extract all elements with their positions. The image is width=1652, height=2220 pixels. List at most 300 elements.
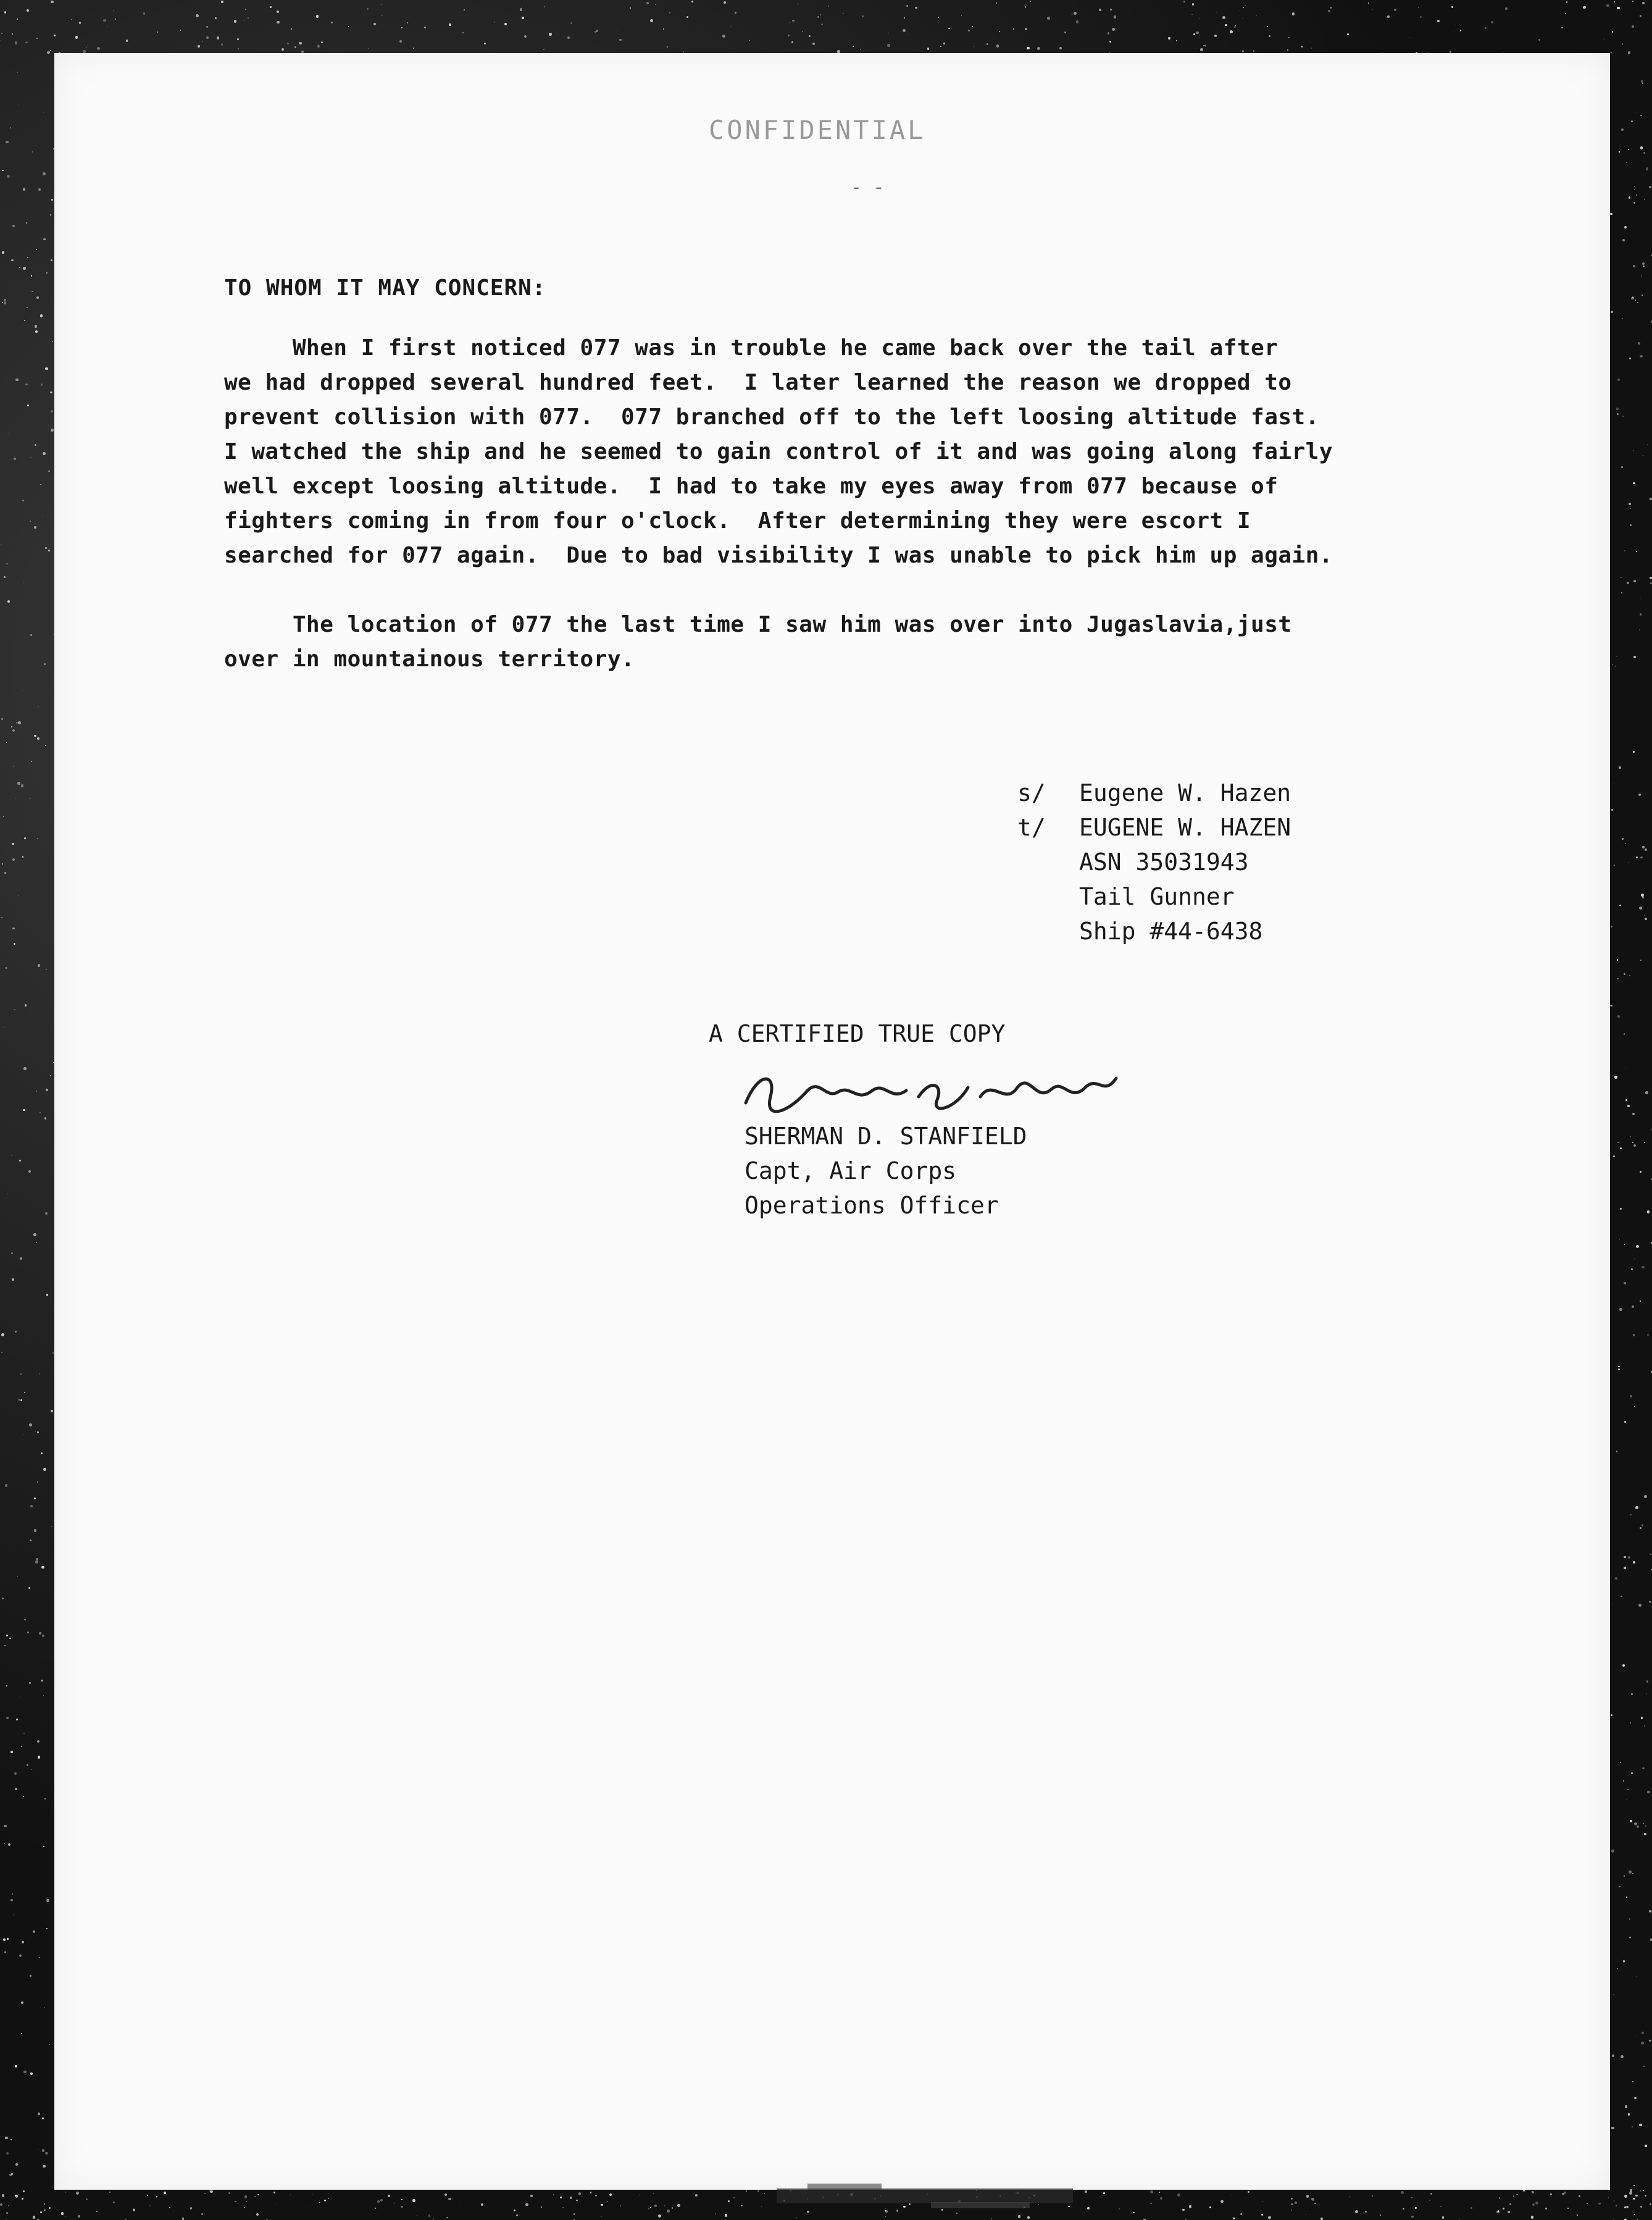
scan-speck [43, 238, 46, 241]
typed-prefix: t/ [1017, 814, 1046, 841]
scan-speck [196, 14, 199, 17]
scan-speck [248, 17, 249, 19]
scan-speck [47, 51, 49, 54]
scan-speck [1509, 2203, 1511, 2205]
scan-speck [1267, 26, 1268, 27]
scan-speck [51, 199, 54, 201]
scan-speck [1622, 838, 1624, 840]
scan-speck [12, 928, 14, 929]
scan-speck [1611, 926, 1612, 928]
scan-speck [757, 2190, 759, 2192]
scan-speck [1242, 50, 1244, 52]
scan-speck [1629, 196, 1631, 199]
scan-speck [31, 275, 33, 277]
scan-speck [44, 1117, 47, 1120]
scan-speck [1314, 2203, 1316, 2205]
scan-speck [448, 2198, 451, 2201]
scan-speck [1365, 2211, 1367, 2213]
scan-speck [1629, 2192, 1632, 2195]
scan-speck [273, 2192, 275, 2193]
paragraph-line: fighters coming in from four o'clock. After determining they were escort I [224, 508, 1251, 534]
scan-speck [1649, 1910, 1651, 1912]
scan-speck [1642, 275, 1643, 277]
scan-speck [15, 2163, 19, 2166]
scan-speck [672, 2207, 673, 2208]
scan-speck [1634, 2097, 1636, 2099]
scan-speck [522, 17, 524, 19]
scan-speck [1630, 508, 1631, 509]
scan-speck [1633, 202, 1635, 204]
scan-speck [35, 444, 36, 446]
scan-speck [654, 2205, 657, 2207]
document-page [54, 53, 1610, 2190]
scan-speck [1646, 167, 1648, 170]
scan-speck [1619, 905, 1621, 907]
scan-speck [1624, 1244, 1625, 1245]
scan-speck [730, 27, 732, 28]
scan-speck [34, 526, 36, 529]
scan-speck [1647, 1791, 1650, 1793]
scan-speck [1643, 2066, 1645, 2067]
scan-speck [206, 26, 208, 28]
scan-speck [1523, 2190, 1524, 2191]
scan-speck [46, 1089, 48, 1091]
scan-speck [1234, 26, 1236, 28]
scan-speck [1616, 1451, 1618, 1452]
scan-speck [40, 2211, 42, 2213]
scan-speck [1531, 2216, 1534, 2219]
scan-speck [1442, 2216, 1444, 2218]
scan-speck [51, 1410, 53, 1412]
scan-speck [1, 917, 2, 918]
scan-speck [1287, 49, 1289, 51]
scan-speck [15, 1331, 17, 1333]
scan-speck [1611, 2127, 1614, 2129]
scan-speck [1037, 47, 1040, 50]
scan-speck [14, 458, 16, 460]
scan-speck [1545, 2208, 1547, 2210]
scan-speck [228, 2192, 231, 2195]
scan-speck [3, 1028, 4, 1029]
scan-speck [664, 2205, 665, 2206]
scan-speck [1622, 416, 1624, 417]
scan-speck [860, 49, 861, 51]
scan-speck [14, 943, 15, 945]
scan-speck [4, 1645, 6, 1646]
scan-speck [1150, 2203, 1151, 2204]
scan-speck [567, 36, 570, 39]
scan-speck [1621, 2055, 1624, 2058]
scan-speck [1269, 35, 1270, 37]
scan-speck [1644, 199, 1645, 200]
scan-speck [1245, 5, 1246, 6]
scan-speck [1622, 239, 1625, 242]
scan-speck [735, 12, 736, 14]
scan-speck [1636, 551, 1637, 552]
scan-speck [7, 175, 10, 178]
scan-speck [28, 1170, 30, 1172]
scan-speck [609, 2193, 612, 2196]
scan-speck [1645, 1825, 1646, 1826]
scan-speck [6, 1635, 8, 1636]
scan-speck [1614, 2200, 1615, 2201]
scan-speck [1159, 2192, 1160, 2193]
scan-speck [41, 1452, 43, 1454]
scan-speck [1295, 2201, 1297, 2204]
scan-speck [1133, 2212, 1134, 2213]
scan-speck [1632, 1305, 1634, 1308]
scan-speck [103, 19, 106, 22]
scan-speck [1638, 794, 1641, 796]
scan-speck [1, 33, 2, 34]
scan-speck [1630, 1514, 1631, 1515]
scan-speck [1639, 629, 1640, 630]
scan-speck [388, 2195, 390, 2197]
scan-speck [25, 1004, 27, 1007]
scan-speck [97, 47, 100, 50]
scan-speck [1619, 1886, 1620, 1887]
scan-speck [1532, 2203, 1535, 2206]
scan-speck [1176, 40, 1177, 41]
scan-speck [1627, 1789, 1629, 1790]
scan-speck [401, 2206, 403, 2208]
scan-speck [20, 1373, 22, 1375]
scan-speck [42, 2149, 45, 2152]
scan-speck [30, 634, 32, 636]
scan-speck [1503, 2208, 1504, 2210]
scan-speck [37, 1431, 39, 1433]
scan-speck [45, 745, 46, 747]
scan-speck [1642, 2, 1645, 4]
scan-speck [578, 2192, 582, 2195]
scan-speck [1613, 1155, 1615, 1157]
certifying-officer [745, 1119, 1027, 1223]
scan-speck [1368, 2, 1369, 4]
scan-speck [1634, 1258, 1635, 1259]
scan-speck [1642, 1767, 1645, 1770]
scan-speck [1150, 2190, 1153, 2193]
scan-speck [796, 2217, 797, 2218]
scan-speck [1645, 848, 1647, 851]
scan-speck [44, 2210, 45, 2211]
scan-speck [1087, 2207, 1090, 2210]
scan-speck [927, 48, 929, 49]
scan-speck [601, 2204, 603, 2206]
scan-speck [46, 970, 47, 971]
scan-speck [6, 1717, 9, 1719]
scan-speck [746, 2190, 747, 2192]
scan-speck [1291, 2198, 1293, 2200]
scan-speck [1632, 25, 1634, 28]
scan-speck [1640, 857, 1643, 859]
scan-speck [31, 291, 33, 293]
scan-speck [788, 35, 790, 36]
scan-speck [23, 1067, 26, 1070]
scan-speck [317, 45, 320, 48]
scan-speck [570, 2197, 572, 2199]
scan-speck [21, 2033, 22, 2034]
scan-speck [906, 5, 909, 7]
scan-speck [1606, 4, 1609, 7]
scan-speck [1642, 1524, 1643, 1526]
scan-speck [1636, 195, 1637, 196]
scan-speck [1639, 907, 1642, 910]
scan-speck [1620, 1208, 1622, 1210]
scan-speck [1394, 9, 1396, 11]
scan-speck [1619, 1308, 1622, 1311]
scan-speck [83, 50, 86, 53]
scan-speck [11, 1252, 13, 1254]
scan-speck [1614, 1, 1615, 2]
scan-speck [1628, 862, 1629, 863]
scan-speck [1372, 9, 1373, 10]
scan-speck [1642, 896, 1644, 898]
scan-speck [43, 2165, 46, 2168]
scan-speck [78, 2215, 80, 2218]
scan-speck [5, 967, 7, 969]
scan-speck [49, 2044, 50, 2045]
scan-speck [221, 1, 223, 3]
scan-speck [1621, 1596, 1622, 1598]
scan-speck [1025, 6, 1026, 7]
scan-speck [412, 2199, 415, 2202]
scan-speck [541, 2206, 542, 2208]
scan-speck [1633, 1144, 1636, 1147]
scan-speck [1626, 2206, 1629, 2208]
scan-speck [446, 2217, 448, 2219]
scan-speck [1579, 2195, 1580, 2197]
scan-speck [30, 1539, 31, 1541]
scan-speck [16, 1719, 17, 1720]
scan-speck [1429, 2200, 1430, 2201]
scan-speck [464, 9, 465, 10]
scan-speck [695, 2194, 698, 2197]
scan-speck [26, 222, 27, 224]
scan-speck [22, 2198, 24, 2200]
scan-speck [246, 2201, 247, 2202]
scan-speck [968, 30, 970, 31]
scan-speck [562, 2207, 564, 2208]
scan-speck [812, 43, 815, 45]
scan-speck [630, 7, 631, 9]
scan-speck [113, 2201, 115, 2203]
scan-speck [1616, 656, 1617, 658]
scan-speck [444, 2193, 447, 2196]
scan-speck [31, 761, 32, 762]
scan-speck [1640, 960, 1642, 961]
scan-speck [38, 964, 40, 966]
scan-speck [221, 43, 223, 46]
scan-speck [328, 2198, 329, 2199]
scan-speck [173, 2211, 174, 2212]
scan-speck [4, 299, 6, 301]
scan-speck [20, 1399, 22, 1401]
scan-speck [1617, 1968, 1619, 1969]
scan-speck [1538, 39, 1541, 41]
scan-speck [53, 634, 54, 635]
scan-speck [1611, 52, 1612, 53]
scan-speck [1611, 1849, 1614, 1853]
scan-speck [1645, 1091, 1648, 1094]
scan-speck [1644, 1833, 1646, 1835]
scan-speck [1641, 894, 1644, 897]
scan-speck [1, 1333, 4, 1336]
scan-speck [109, 2192, 111, 2193]
scan-speck [126, 40, 128, 41]
scan-speck [1018, 2215, 1020, 2218]
scan-speck [25, 383, 28, 386]
scan-speck [1177, 2193, 1180, 2197]
scan-speck [904, 17, 905, 19]
scan-speck [27, 257, 29, 259]
signed-prefix: s/ [1017, 779, 1046, 806]
scan-speck [54, 35, 56, 36]
scan-speck [1099, 9, 1101, 11]
scan-speck [1617, 413, 1619, 415]
scan-speck [1640, 1171, 1642, 1173]
scan-speck [1627, 582, 1629, 584]
scan-speck [17, 19, 18, 20]
scan-speck [543, 49, 544, 50]
scan-speck [21, 1746, 22, 1747]
salutation: TO WHOM IT MAY CONCERN: [224, 275, 546, 301]
scan-speck [413, 48, 414, 49]
scan-speck [1617, 1015, 1620, 1018]
scan-speck [1621, 592, 1622, 593]
scan-speck [1632, 1142, 1633, 1143]
scan-speck [667, 46, 668, 48]
scan-speck [48, 471, 49, 472]
scan-speck [156, 2196, 157, 2198]
scan-speck [1628, 1556, 1630, 1559]
scan-speck [1349, 2196, 1350, 2197]
scan-speck [1629, 1918, 1631, 1920]
scan-speck [943, 43, 945, 44]
scan-speck [38, 2113, 40, 2115]
scan-speck [1372, 2195, 1373, 2197]
scan-speck [1513, 2195, 1514, 2197]
scan-speck [1253, 50, 1255, 52]
scan-speck [27, 404, 29, 406]
scan-speck [11, 1155, 12, 1156]
scan-speck [76, 2192, 79, 2195]
scan-speck [21, 784, 23, 787]
scan-speck [1634, 1406, 1635, 1407]
scan-speck [1649, 186, 1651, 188]
scan-speck [996, 44, 999, 48]
scan-speck [43, 1468, 46, 1471]
scan-speck [915, 7, 917, 9]
scan-speck [26, 41, 28, 43]
scan-speck [4, 872, 6, 874]
scan-speck [319, 2202, 320, 2203]
scan-speck [373, 23, 377, 26]
scan-speck [1411, 2216, 1414, 2218]
scan-speck [50, 1075, 51, 1076]
scan-speck [10, 127, 11, 128]
scan-speck [22, 1941, 24, 1943]
scan-speck [277, 21, 280, 24]
scan-speck [1420, 16, 1422, 18]
scan-speck [294, 46, 296, 48]
scan-speck [1635, 2195, 1638, 2197]
scan-speck [1627, 1105, 1630, 1107]
scan-speck [1638, 342, 1640, 345]
scan-speck [1649, 1601, 1650, 1602]
scan-speck [1630, 1395, 1632, 1397]
scan-speck [23, 2190, 25, 2192]
scan-speck [235, 2201, 236, 2203]
scan-speck [1630, 1722, 1631, 1724]
scan-speck [1616, 1076, 1617, 1077]
scan-speck [2, 2194, 5, 2197]
scan-speck [1640, 146, 1643, 149]
scan-speck [28, 1587, 30, 1589]
scan-speck [42, 1635, 44, 1637]
scan-speck [1222, 16, 1225, 19]
scan-speck [1610, 213, 1612, 216]
scan-speck [18, 721, 21, 724]
paragraph-line: we had dropped several hundred feet. I later learned the reason we dropped to [224, 370, 1292, 395]
scan-speck [481, 2203, 483, 2206]
scan-speck [1632, 1, 1633, 2]
scan-speck [560, 2197, 562, 2198]
signed-name: Eugene W. Hazen [1079, 779, 1291, 806]
scan-speck [29, 1423, 32, 1426]
scan-speck [1508, 2211, 1510, 2213]
scan-speck [1612, 31, 1614, 33]
scan-speck [650, 19, 653, 22]
scan-speck [1624, 550, 1625, 551]
scan-speck [1047, 17, 1050, 20]
scan-speck [1616, 2205, 1617, 2206]
scan-speck [728, 2200, 730, 2202]
scan-speck [1617, 978, 1619, 980]
scan-speck [35, 1560, 38, 1564]
scan-speck [940, 46, 941, 47]
scan-speck [1643, 152, 1645, 154]
scan-speck [367, 8, 369, 10]
scan-speck [1183, 1, 1185, 2]
scan-speck [44, 663, 46, 665]
scan-speck [1619, 766, 1621, 769]
scan-speck [401, 2199, 402, 2200]
scan-speck [663, 28, 664, 30]
scan-speck [1516, 2194, 1518, 2196]
scan-speck [33, 1930, 35, 1933]
scan-speck [20, 1257, 22, 1260]
scan-speck [44, 2007, 45, 2008]
scan-speck [51, 1527, 52, 1528]
scan-speck [45, 2152, 48, 2155]
scan-speck [1641, 2042, 1644, 2045]
scan-speck [23, 1434, 24, 1435]
scan-speck [973, 46, 974, 47]
scan-speck [382, 15, 383, 16]
scan-speck [1025, 28, 1027, 30]
scan-speck [1633, 482, 1635, 484]
scan-speck [29, 1682, 31, 1685]
scan-speck [1650, 1554, 1651, 1555]
scan-speck [1612, 2055, 1614, 2057]
scan-speck [1633, 1561, 1635, 1564]
scan-speck [9, 2174, 12, 2177]
paragraph-line: I watched the ship and he seemed to gain control of it and was going along fairly [224, 439, 1333, 464]
scan-speck [1643, 2190, 1644, 2191]
certification-title: A CERTIFIED TRUE COPY [709, 1020, 1006, 1047]
scan-speck [1614, 865, 1615, 866]
scan-speck [549, 33, 552, 36]
